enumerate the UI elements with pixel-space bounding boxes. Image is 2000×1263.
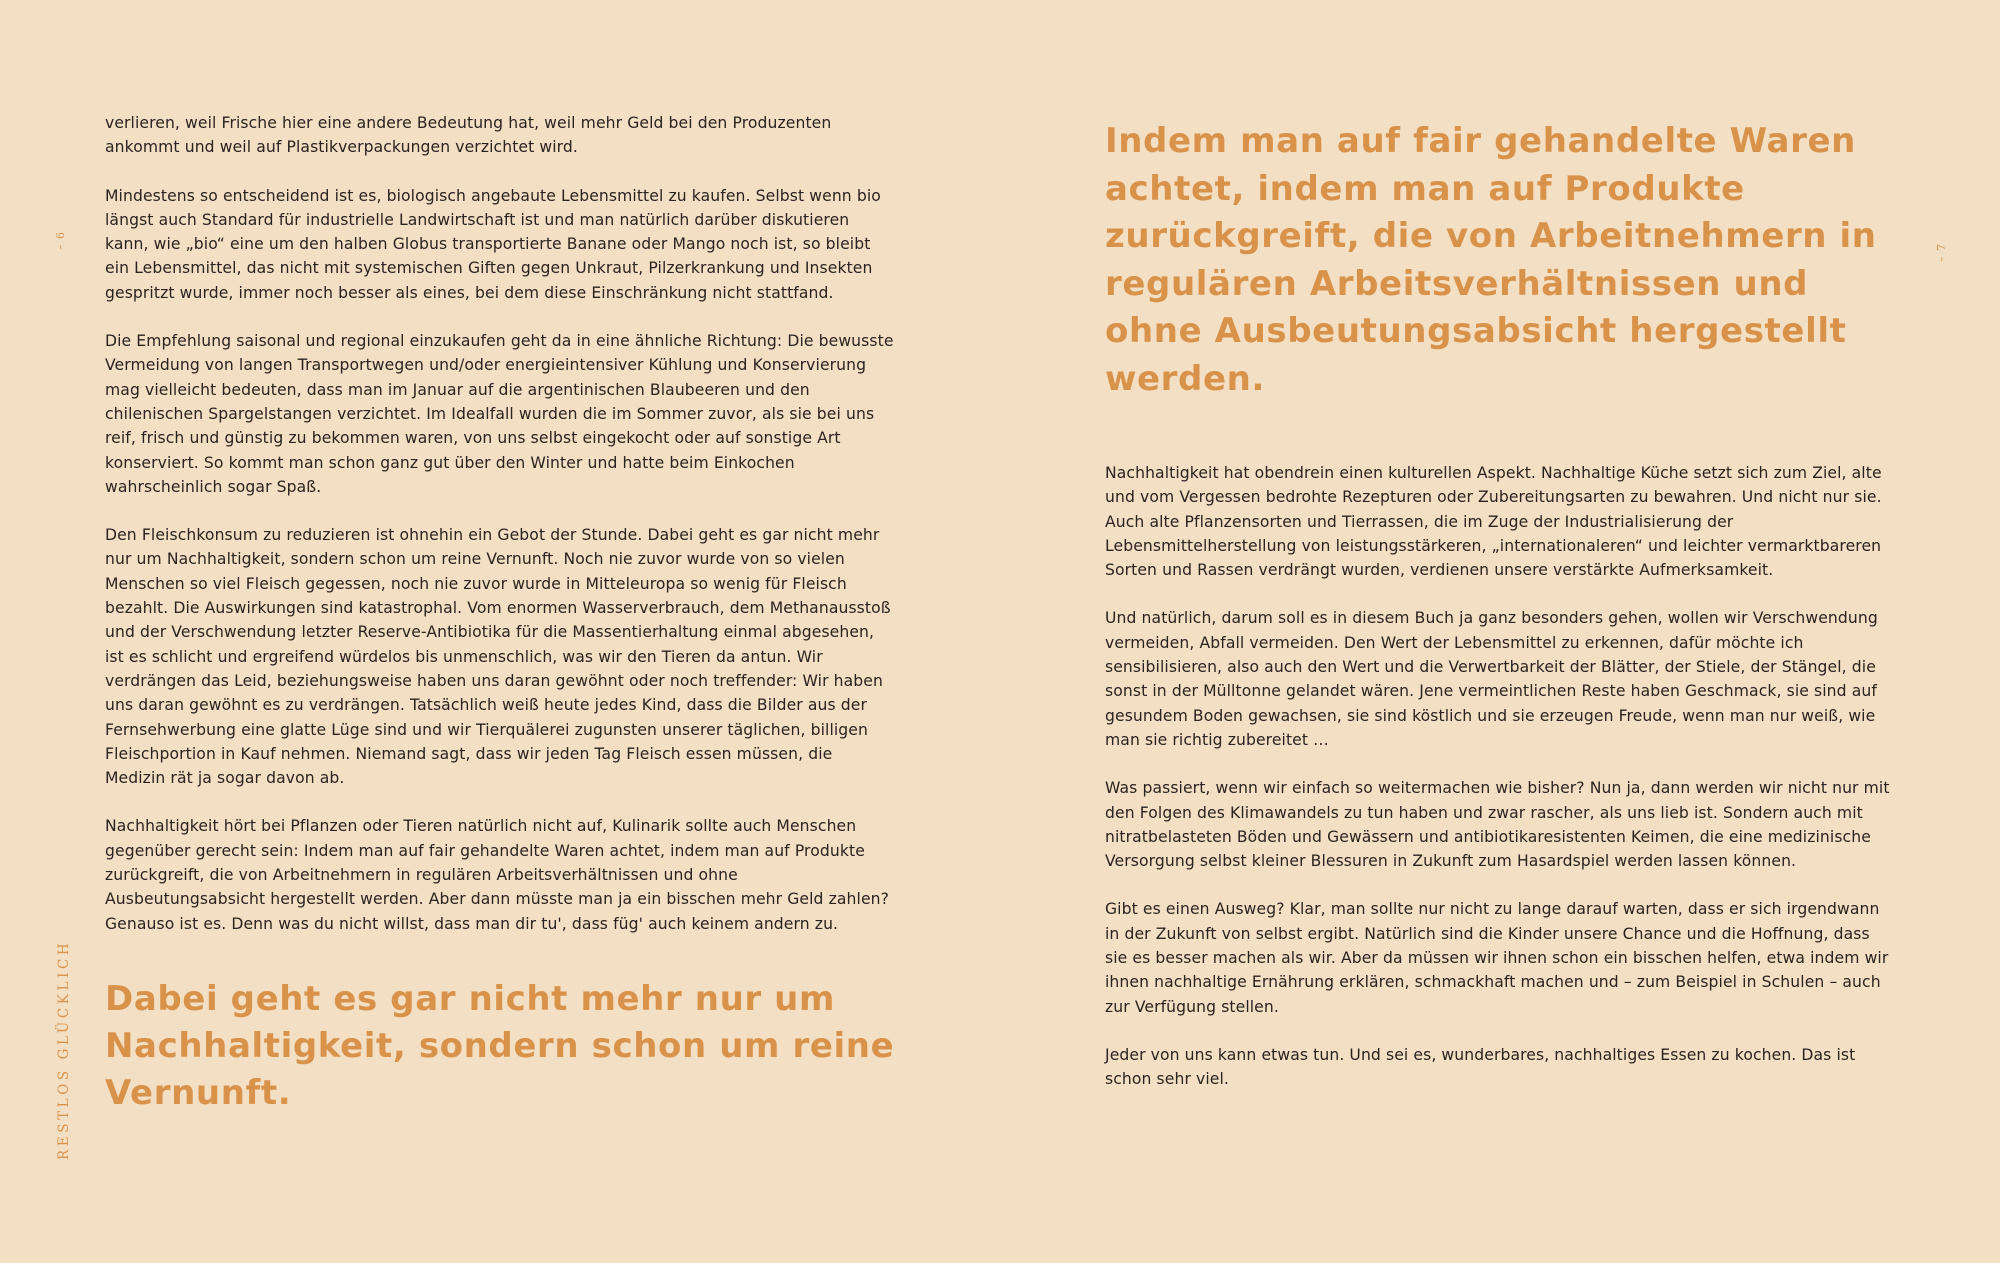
body-paragraph: Und natürlich, darum soll es in diesem Buch ja ganz besonders gehen, wollen wir Verschwendung vermeiden, Abfall vermeiden. Den Wert der Lebensmittel zu erkennen, dafür möchte ich sensibilisieren, also auch den Wert und die Verwertbarkeit der Blätter, der Stiele, der Stängel, die sonst in der Mülltonne gelandet wären. Jene vermeintlichen Reste haben Geschmack, sie sind auf gesundem Boden gewachsen, sie sind köstlich und sie erzeugen Freude, wenn man nur weiß, wie man sie richtig zubereitet … xyxy=(1105,609,1878,749)
body-paragraph: Gibt es einen Ausweg? Klar, man sollte nur nicht zu lange darauf warten, dass er sich irgendwann in der Zukunft von selbst ergibt. Natürlich sind die Kinder unsere Chance und die Hoffnung, dass sie es besser machen als wir. Aber da müssen wir ihnen schon ein bisschen helfen, etwa indem wir ihnen nachhaltige Ernährung erklären, schmackhaft machen und – zum Beispiel in Schulen – auch zur Verfügung stellen. xyxy=(1105,900,1889,1016)
right-text-column xyxy=(1105,118,1895,1116)
right-page xyxy=(1000,0,2000,1263)
body-paragraph: Den Fleischkonsum zu reduzieren ist ohnehin ein Gebot der Stunde. Dabei geht es gar nicht mehr nur um Nachhaltigkeit, sondern schon um reine Vernunft. Noch nie zuvor wurde von so vielen Menschen so viel Fleisch gegessen, noch nie zuvor wurde in Mitteleuropa so wenig für Fleisch bezahlt. Die Auswirkungen sind katastrophal. Vom enormen Wasserverbrauch, dem Methanausstoß und der Verschwendung letzter Reserve-Antibiotika für die Massentierhaltung einmal abgesehen, ist es schlicht und ergreifend würdelos bis unmenschlich, was wir den Tieren da antun. Wir verdrängen das Leid, beziehungsweise haben uns daran gewöhnt oder noch treffender: Wir haben uns daran gewöhnt es zu verdrängen. Tatsächlich weiß heute jedes Kind, dass die Bilder aus der Fernsehwerbung eine glatte Lüge sind und wir Tierquälerei zugunsten unserer täglichen, billigen Fleischportion in Kauf nehmen. Niemand sagt, dass wir jeden Tag Fleisch essen müssen, die Medizin rät ja sogar davon ab. xyxy=(105,526,891,788)
body-paragraph: verlieren, weil Frische hier eine andere Bedeutung hat, weil mehr Geld bei den Produzenten ankommt und weil auf Plastikverpackungen verzichtet wird. xyxy=(105,114,832,157)
running-head: RESTLOS GLÜCKLICH xyxy=(56,939,72,1160)
pull-quote-right: Indem man auf fair gehandelte Waren achtet, indem man auf Produkte zurückgreift, die von Arbeitnehmern in regulären Arbeitsverhältnissen und ohne Ausbeutungsabsicht hergestellt werden. xyxy=(1105,121,1877,399)
left-text-column xyxy=(105,111,895,1117)
body-paragraph: Mindestens so entscheidend ist es, biologisch angebaute Lebensmittel zu kaufen. Selbst wenn bio längst auch Standard für industrielle Landwirtschaft ist und man natürlich darüber diskutieren kann, wie „bio“ eine um den halben Globus transportierte Banane oder Mango noch ist, so bleibt ein Lebensmittel, das nicht mit systemischen Giften gegen Unkraut, Pilzerkrankung und Insekten gespritzt wurde, immer noch besser als eines, bei dem diese Einschränkung nicht stattfand. xyxy=(105,186,881,302)
body-paragraph: Die Empfehlung saisonal und regional einzukaufen geht da in eine ähnliche Richtung: Die bewusste Vermeidung von langen Transportwegen und/oder energieintensiver Kühlung und Konservierung mag vielleicht bedeuten, dass man im Januar auf die argentinischen Blaubeeren und den chilenischen Spargelstangen verzichtet. Im Idealfall wurden die im Sommer zuvor, als sie bei uns reif, frisch und günstig zu bekommen waren, von uns selbst eingekocht oder auf sonstige Art konserviert. So kommt man schon ganz gut über den Winter und hatte beim Einkochen wahrscheinlich sogar Spaß. xyxy=(105,332,894,496)
body-paragraph: Was passiert, wenn wir einfach so weitermachen wie bisher? Nun ja, dann werden wir nicht nur mit den Folgen des Klimawandels zu tun haben und zwar rascher, als uns lieb ist. Sondern auch mit nitratbelasteten Böden und Gewässern und antibiotikaresistenten Keimen, die eine medizinische Versorgung selbst kleiner Blessuren in Zukunft zum Hasardspiel werden lassen können. xyxy=(1105,779,1890,871)
pull-quote-left: Dabei geht es gar nicht mehr nur um Nachhaltigkeit, sondern schon um reine Vernunft. xyxy=(105,978,895,1113)
page-number-left: – 6 xyxy=(54,231,67,250)
body-paragraph: Nachhaltigkeit hört bei Pflanzen oder Tieren natürlich nicht auf, Kulinarik sollte auch Menschen gegenüber gerecht sein: Indem man auf fair gehandelte Waren achtet, indem man auf Produkte zurückgreift, die von Arbeitnehmern in regulären Arbeitsverhältnissen und ohne Ausbeutungsabsicht hergestellt werden. Aber dann müsste man ja ein bisschen mehr Geld zahlen? Genauso ist es. Denn was du nicht willst, dass man dir tu', dass füg' auch keinem andern zu. xyxy=(105,817,890,933)
page-number-right: – 7 xyxy=(1935,243,1948,262)
body-paragraph: Jeder von uns kann etwas tun. Und sei es, wunderbares, nachhaltiges Essen zu kochen. Das ist schon sehr viel. xyxy=(1105,1045,1856,1089)
body-paragraph: Nachhaltigkeit hat obendrein einen kulturellen Aspekt. Nachhaltige Küche setzt sich zum Ziel, alte und vom Vergessen bedrohte Rezepturen oder Zubereitungsarten zu bewahren. Und nicht nur sie. Auch alte Pflanzensorten und Tierrassen, die im Zuge der Industrialisierung der Lebensmittelherstellung von leistungsstärkeren, „internationaleren“ und leichter vermarktbareren Sorten und Rassen verdrängt wurden, verdienen unsere verstärkte Aufmerksamkeit. xyxy=(1105,464,1882,580)
